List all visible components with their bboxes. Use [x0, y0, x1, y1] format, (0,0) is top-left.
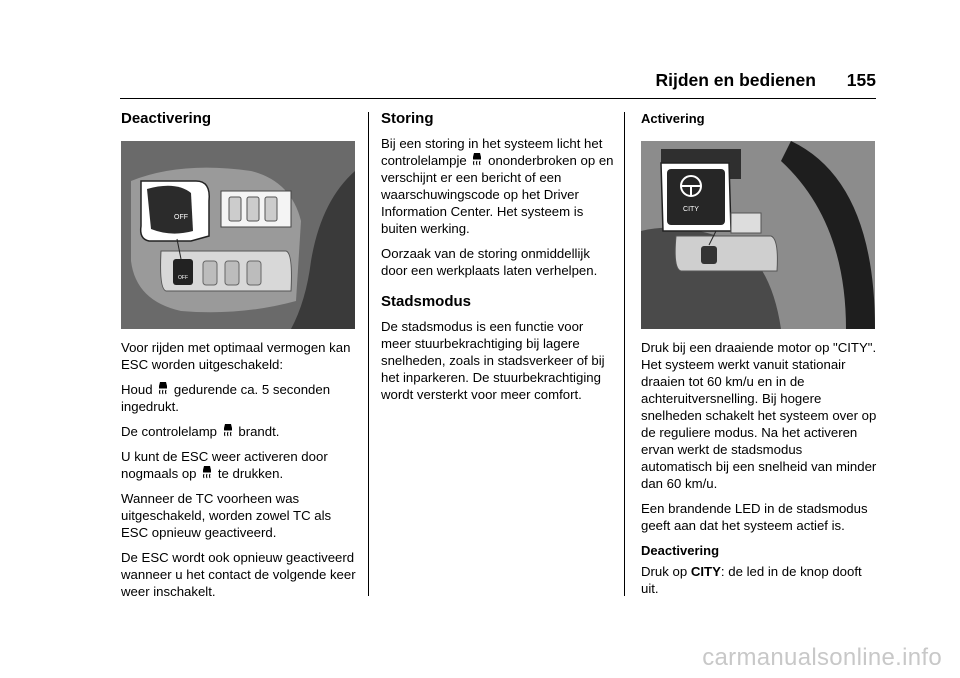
- heading-activering: Activering: [641, 111, 705, 126]
- paragraph-storing-2: Oorzaak van de storing onmiddellijk door een werkplaats laten verhelpen.: [381, 246, 598, 278]
- esc-off-icon: [158, 381, 168, 397]
- paragraph-2: Houd gedurende ca. 5 seconden ingedrukt.: [121, 382, 331, 414]
- esc-off-icon: [202, 465, 212, 481]
- column-3: [641, 110, 877, 605]
- page-number: 155: [846, 70, 876, 90]
- city-label: CITY: [683, 206, 699, 213]
- header-rule: [120, 98, 876, 99]
- paragraph-activering-2: Een brandende LED in de stadsmodus geeft aan dat het systeem actief is.: [641, 501, 868, 533]
- off-label-small: OFF: [178, 275, 188, 281]
- paragraph-storing-1: Bij een storing in het systeem licht het controlelampje ononderbroken op en verschijnt er een bericht of een waarschuwingscode op het Driver Information Center. Het systeem is buiten werking.: [381, 136, 614, 236]
- heading-storing: Storing: [381, 110, 434, 127]
- esc-warning-icon: [223, 423, 233, 439]
- paragraph-activering-1: Druk bij een draaiende motor op "CITY". Het systeem werkt vanuit stationair draaien tot 60 km/u en in de achteruitversnelling. Bij hogere snelheden schakelt het systeem over op de reguliere modus. Na het activeren ervan werkt de stadsmodus automatisch bij een snelheid van minder dan 60 km/u.: [641, 340, 877, 491]
- column-divider-2: [624, 112, 625, 596]
- paragraph-stadsmodus: De stadsmodus is een functie voor meer stuurbekrachtiging bij lagere snelheden, zoals in stadsverkeer of bij het inparkeren. De stuurbekrachtiging wordt versterkt voor meer comfort.: [381, 319, 605, 402]
- esc-switch-figure: [121, 141, 355, 329]
- paragraph-5: Wanneer de TC voorheen was uitgeschakeld, worden zowel TC als ESC opnieuw geactiveerd.: [121, 491, 332, 540]
- paragraph-3: De controlelamp brandt.: [121, 424, 280, 439]
- heading-stadsmodus: Stadsmodus: [381, 293, 472, 310]
- paragraph-deactivering-city: Druk op CITY: de led in de knop dooft uit.: [641, 564, 862, 596]
- column-divider-1: [368, 112, 369, 596]
- off-label-zoom: OFF: [174, 214, 188, 221]
- paragraph-4: U kunt de ESC weer activeren door nogmaals op te drukken.: [121, 449, 328, 481]
- column-2: [381, 110, 617, 411]
- watermark: carmanualsonline.info: [702, 644, 942, 671]
- esc-warning-icon: [472, 152, 482, 168]
- heading-deactivering-city: Deactivering: [641, 543, 720, 558]
- city-switch-figure: [641, 141, 875, 329]
- section-title: Rijden en bedienen: [655, 70, 816, 90]
- paragraph-6: De ESC wordt ook opnieuw geactiveerd wanneer u het contact de volgende keer weer inschakelt.: [121, 550, 356, 599]
- page-header: [655, 70, 876, 91]
- heading-deactivering: Deactivering: [121, 110, 212, 127]
- column-1: [121, 110, 357, 608]
- paragraph-1: Voor rijden met optimaal vermogen kan ESC worden uitgeschakeld:: [121, 340, 351, 372]
